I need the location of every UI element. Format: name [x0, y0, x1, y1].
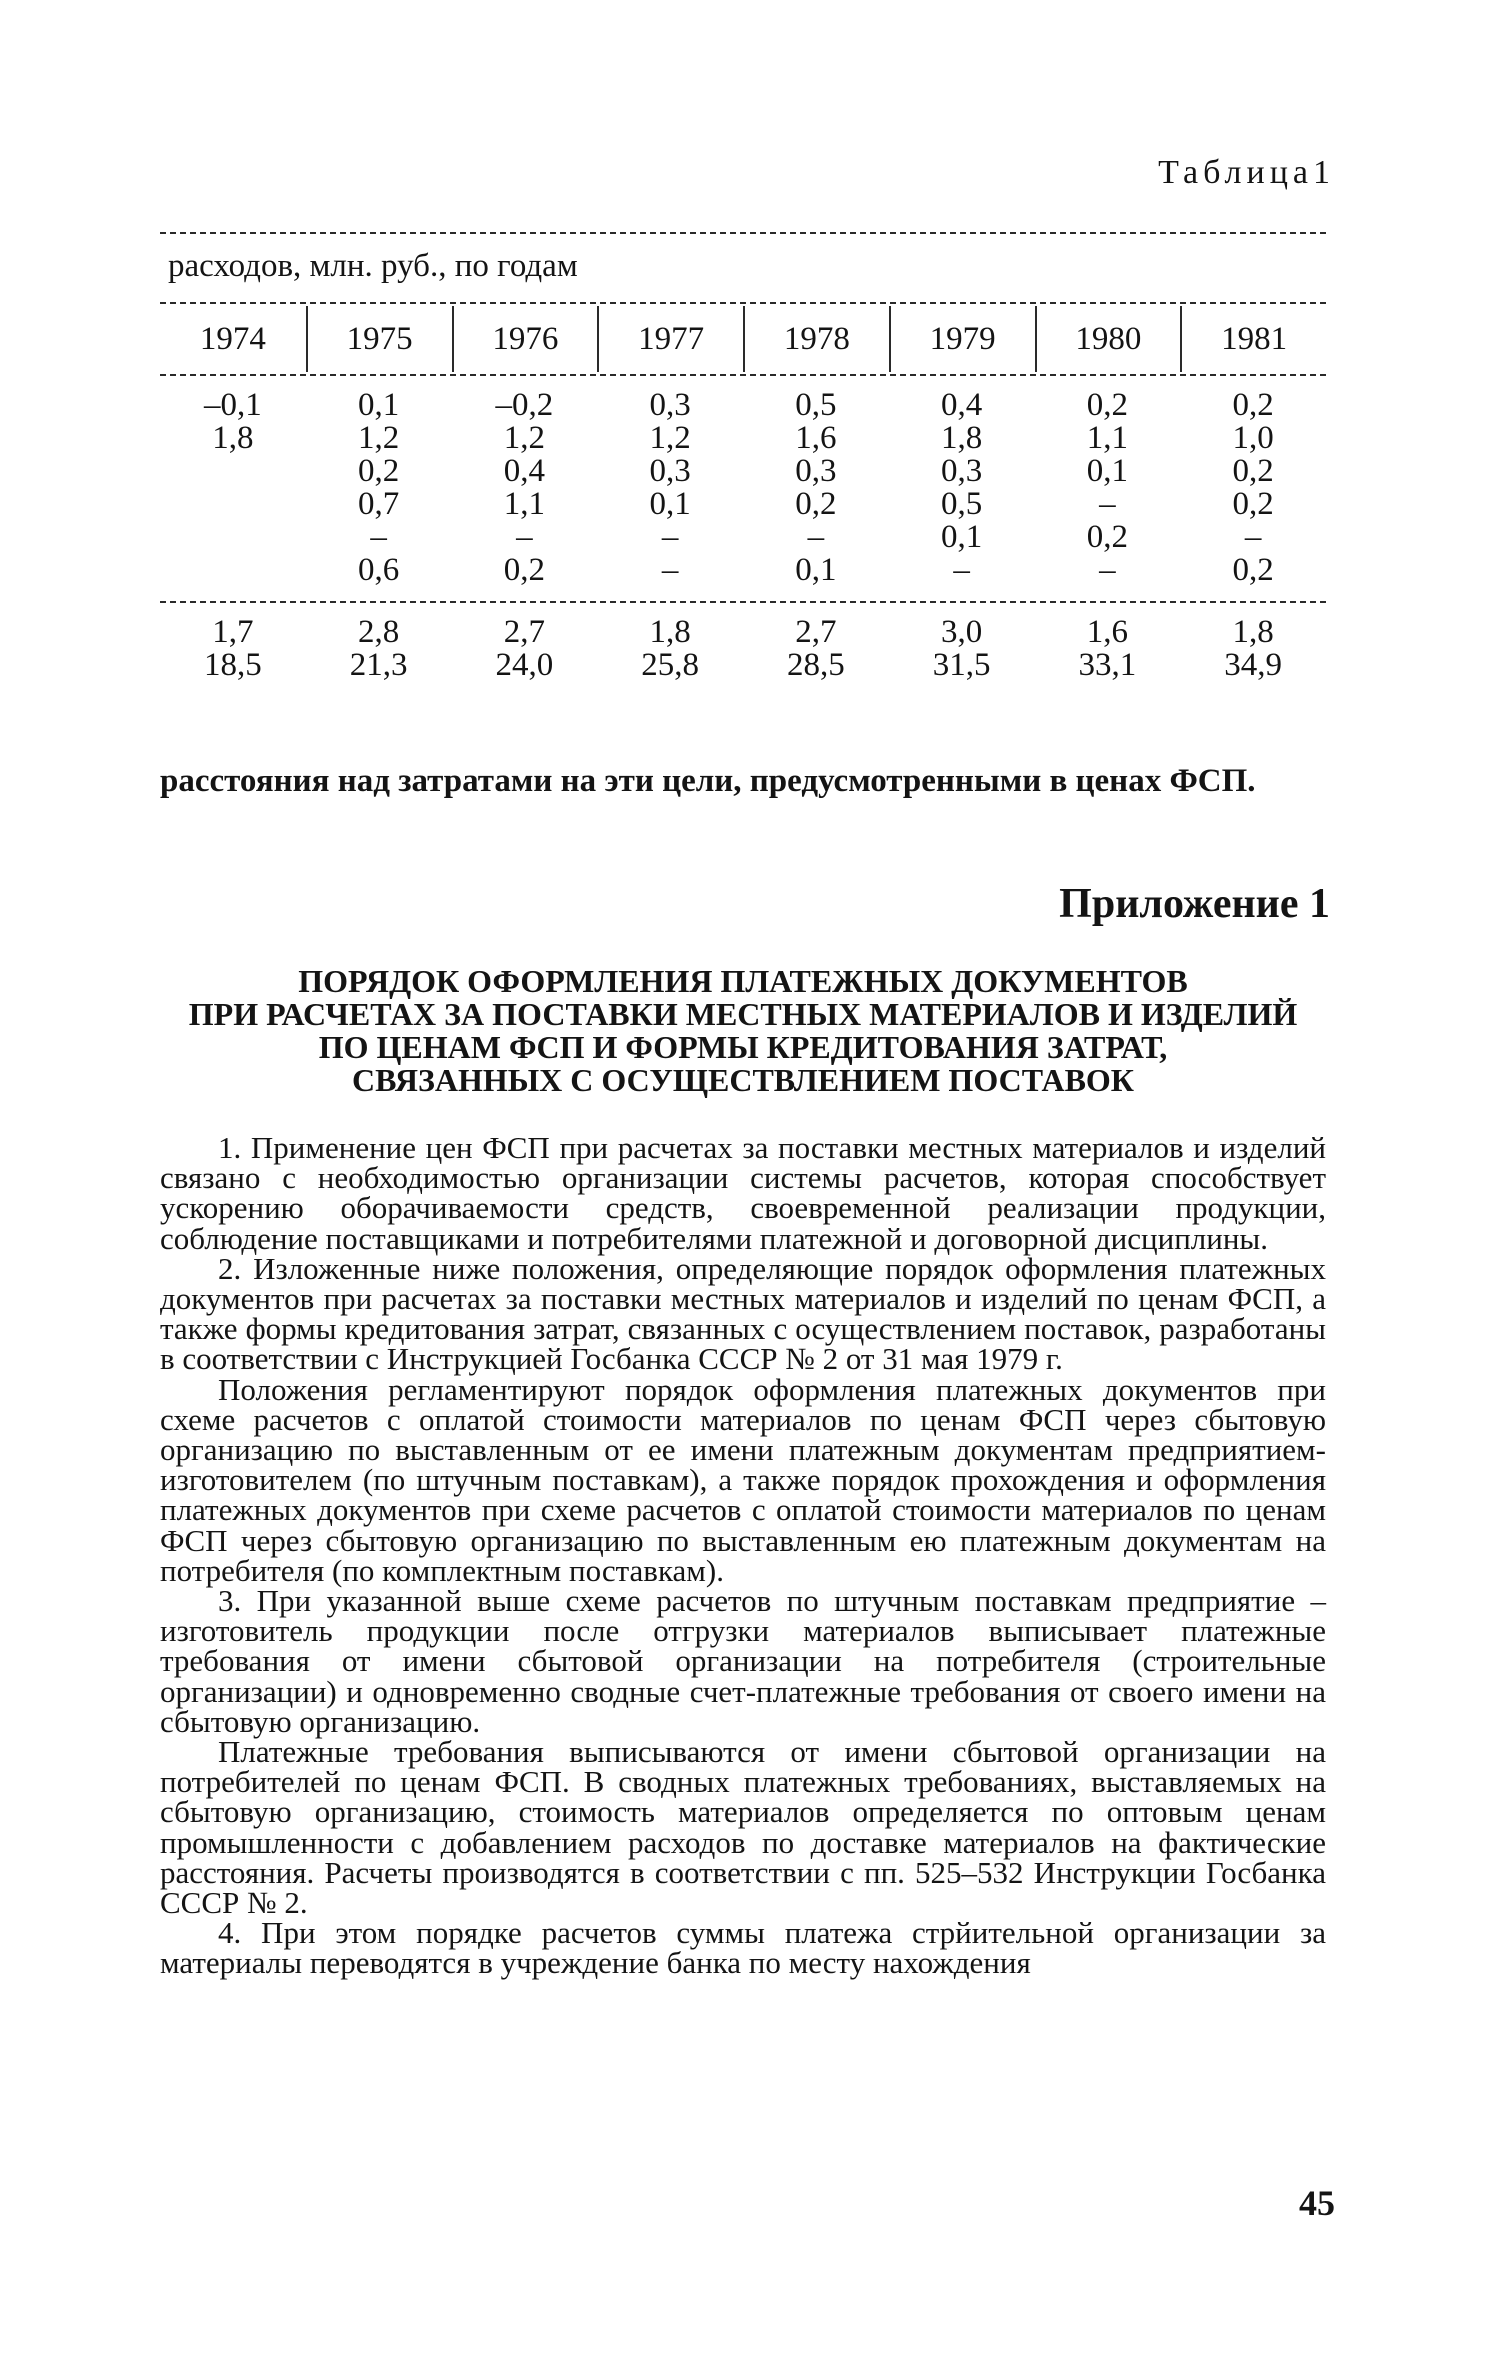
table-cell: 3,0 — [941, 614, 983, 650]
table-footnote: расстояния над затратами на эти цели, предусмотренными в ценах ФСП. — [160, 763, 1256, 799]
table-cell: 18,5 — [204, 647, 262, 683]
data-column — [452, 616, 598, 682]
table-cell: 0,2 — [1232, 552, 1274, 588]
table-cell: 0,2 — [358, 453, 400, 489]
data-column — [1035, 616, 1181, 682]
data-column — [306, 389, 452, 587]
table-top-rule — [160, 232, 1326, 234]
year-header-cell: 1979 — [889, 306, 1035, 372]
table-cell: 1,8 — [212, 420, 254, 456]
table-cell: 2,8 — [358, 614, 400, 650]
year-header-row — [160, 306, 1326, 372]
table-cell: – — [953, 552, 970, 588]
data-column — [743, 616, 889, 682]
title-line: ПО ЦЕНАМ ФСП И ФОРМЫ КРЕДИТОВАНИЯ ЗАТРАТ, — [318, 1029, 1168, 1065]
table-cell: 0,2 — [795, 486, 837, 522]
table-cell: – — [370, 519, 387, 555]
table-cell: 1,7 — [212, 614, 254, 650]
appendix-label: Приложение 1 — [1059, 881, 1330, 927]
data-column — [160, 389, 306, 587]
data-column — [160, 616, 306, 682]
table-cell: 28,5 — [787, 647, 845, 683]
data-column — [889, 389, 1035, 587]
table-cell: 21,3 — [349, 647, 408, 683]
table-cell: 24,0 — [495, 647, 554, 683]
table-cell: 0,3 — [941, 453, 983, 489]
table-cell: 1,8 — [1232, 614, 1274, 650]
table-cell: 0,4 — [941, 387, 983, 423]
paragraph: 2. Изложенные ниже положения, определяющие порядок оформления платежных документов при расчетах за поставки местных материалов и изделий по ценам ФСП, а также формы кредитования затрат, связанных с осуществлением поставок, разработаны в соответствии с Инструкцией Госбанка СССР № 2 от 31 мая 1979 г. — [160, 1250, 1326, 1377]
table-cell: 0,3 — [795, 453, 837, 489]
year-header-cell: 1974 — [199, 320, 266, 357]
table-cell: 0,3 — [649, 387, 691, 423]
table-cell: –0,1 — [204, 387, 262, 423]
year-header-cell: 1980 — [1035, 306, 1181, 372]
table-cell: – — [1099, 486, 1116, 522]
table-cell: 25,8 — [641, 647, 699, 683]
totals-separator-rule — [160, 601, 1326, 603]
data-column — [1180, 389, 1326, 587]
table-cell: – — [516, 519, 533, 555]
paragraph: 4. При этом порядке расчетов суммы платежа стрйительной организации за материалы переводятся в учреждение банка по месту нахождения — [160, 1915, 1326, 1981]
table-cell: 1,6 — [795, 420, 837, 456]
table-cell: –0,2 — [495, 387, 554, 423]
body-text — [160, 1130, 1326, 1981]
table-cell: 0,2 — [503, 552, 545, 588]
paragraph: 3. При указанной выше схеме расчетов по штучным поставкам предприятие – изготовитель продукции после отгрузки материалов выписывает платежные требования от имени сбытовой организации на потребителя (строительные организации) и одновременно сводные счет-платежные требования от своего имени на сбытовую организацию. — [160, 1583, 1326, 1739]
data-column — [743, 389, 889, 587]
table-cell: 1,2 — [358, 420, 400, 456]
paragraph: Платежные требования выписываются от имени сбытовой организации на потребителей по ценам ФСП. В сводных платежных требованиях, выставляемых на сбытовую организацию, стоимость материалов определяется по оптовым ценам промышленности с добавлением расходов по доставке материалов на фактические расстояния. Расчеты производятся в соответствии с пп. 525–532 Инструкции Госбанка СССР № 2. — [160, 1734, 1326, 1921]
year-header-cell: 1977 — [597, 306, 743, 372]
data-column — [452, 389, 598, 587]
data-column — [889, 616, 1035, 682]
data-column — [1035, 389, 1181, 587]
table-cell: – — [807, 519, 825, 555]
title-line: ПОРЯДОК ОФОРМЛЕНИЯ ПЛАТЕЖНЫХ ДОКУМЕНТОВ — [298, 963, 1188, 999]
table-cell: 0,1 — [358, 387, 400, 423]
data-column — [306, 616, 452, 682]
upper-data-block — [160, 389, 1326, 587]
data-column — [597, 616, 743, 682]
table-cell: 0,1 — [1086, 453, 1128, 489]
header-top-rule — [160, 302, 1326, 304]
year-header-cell: 1981 — [1180, 306, 1326, 372]
table-cell: 0,5 — [941, 486, 983, 522]
table-cell: 0,5 — [795, 387, 837, 423]
table-cell: 0,7 — [358, 486, 400, 522]
table-cell: 0,3 — [649, 453, 691, 489]
table-cell: – — [661, 519, 679, 555]
table-caption: расходов, млн. руб., по годам — [168, 248, 578, 284]
data-column — [1180, 616, 1326, 682]
table-cell: 1,8 — [649, 614, 691, 650]
table-cell: 1,0 — [1232, 420, 1274, 456]
title-line: СВЯЗАННЫХ С ОСУЩЕСТВЛЕНИЕМ ПОСТАВОК — [352, 1062, 1134, 1098]
table-cell: 1,2 — [649, 420, 691, 456]
section-title — [160, 965, 1326, 1097]
table-cell: 0,4 — [503, 453, 545, 489]
table-cell: 0,2 — [1232, 486, 1274, 522]
table-cell: 0,1 — [649, 486, 691, 522]
header-bottom-rule — [160, 374, 1326, 376]
table-cell: 1,8 — [941, 420, 983, 456]
table-cell: 2,7 — [503, 614, 545, 650]
totals-data-block — [160, 616, 1326, 682]
table-cell: 1,1 — [503, 486, 545, 522]
table-cell: 0,1 — [795, 552, 837, 588]
table-cell: – — [661, 552, 679, 588]
table-cell: 0,2 — [1232, 387, 1274, 423]
table-cell: 31,5 — [932, 647, 991, 683]
table-cell: – — [1244, 519, 1262, 555]
table-cell: 0,1 — [941, 519, 983, 555]
table-cell: 1,6 — [1086, 614, 1128, 650]
table-cell: 0,2 — [1232, 453, 1274, 489]
title-line: ПРИ РАСЧЕТАХ ЗА ПОСТАВКИ МЕСТНЫХ МАТЕРИАЛОВ И ИЗДЕЛИЙ — [188, 996, 1298, 1032]
data-column — [597, 389, 743, 587]
table-cell: 33,1 — [1078, 647, 1137, 683]
table-cell: – — [1099, 552, 1116, 588]
table-cell: 34,9 — [1224, 647, 1282, 683]
paragraph: 1. Применение цен ФСП при расчетах за поставки местных материалов и изделий связано с необходимостью организации системы расчетов, которая способствует ускорению оборачиваемости средств, своевременной реализации продукции, соблюдение поставщиками и потребителями платежной и договорной дисциплины. — [160, 1130, 1326, 1256]
table-cell: 0,6 — [358, 552, 400, 588]
year-header-cell: 1976 — [452, 306, 598, 372]
year-header-cell: 1978 — [743, 306, 889, 372]
table-cell: 1,2 — [503, 420, 545, 456]
year-header-cell: 1975 — [306, 306, 452, 372]
page-number: 45 — [1299, 2183, 1335, 2223]
table-cell: 1,1 — [1086, 420, 1128, 456]
paragraph: Положения регламентируют порядок оформления платежных документов при схеме расчетов с оплатой стоимости материалов по ценам ФСП через сбытовую организацию по выставленным от ее имени платежным документам предприятием-изготовителем (по штучным поставкам), а также порядок прохождения и оформления платежных документов при схеме расчетов с оплатой стоимости материалов по ценам ФСП через сбытовую организацию по выставленным ею платежным документам на потребителя (по комплектным поставкам). — [160, 1371, 1326, 1588]
table-cell: 2,7 — [795, 614, 837, 650]
table-cell: 0,2 — [1086, 387, 1128, 423]
table-cell: 0,2 — [1086, 519, 1128, 555]
table-label: Таблица1 — [1158, 154, 1335, 191]
